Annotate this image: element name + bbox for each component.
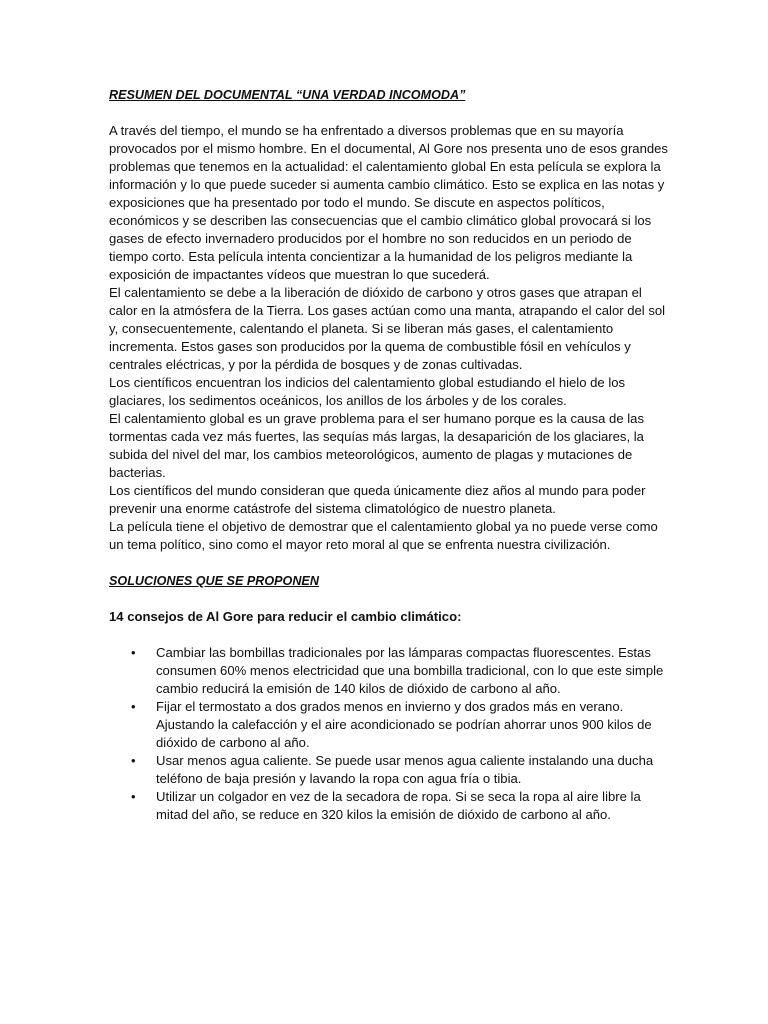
tip-text: Fijar el termostato a dos grados menos en invierno y dos grados más en verano. Ajustando la calefacción y el aire acondicionado se podrían ahorrar unos 900 kilos de dióxido de carbono al año.: [156, 699, 652, 750]
tips-list: [109, 644, 668, 824]
tip-text: Utilizar un colgador en vez de la secadora de ropa. Si se seca la ropa al aire libre la mitad del año, se reduce en 320 kilos la emisión de dióxido de carbono al año.: [156, 789, 641, 822]
paragraph: El calentamiento se debe a la liberación de dióxido de carbono y otros gases que atrapan el calor en la atmósfera de la Tierra. Los gases actúan como una manta, atrapando el calor del sol y, consecuentemente, calentando el planeta. Si se liberan más gases, el calentamiento incrementa. Estos gases son producidos por la quema de combustible fósil en vehículos y centrales eléctricas, y por la pérdida de bosques y de zonas cultivadas.: [109, 285, 666, 372]
list-item: [109, 644, 668, 698]
paragraph: Los científicos encuentran los indicios del calentamiento global estudiando el hielo de los glaciares, los sedimentos oceánicos, los anillos de los árboles y de los corales.: [109, 375, 626, 408]
tips-heading: 14 consejos de Al Gore para reducir el cambio climático:: [109, 609, 462, 624]
bullet-icon: •: [131, 645, 136, 660]
spacer: [109, 104, 668, 122]
paragraph: El calentamiento global es un grave problema para el ser humano porque es la causa de las tormentas cada vez más fuertes, las sequías más largas, la desaparición de los glaciares, la subida del nivel del mar, los cambios meteorológicos, aumento de plagas y mutaciones de bacterias.: [109, 411, 644, 480]
spacer: [109, 626, 668, 644]
tip-text: Usar menos agua caliente. Se puede usar menos agua caliente instalando una ducha teléfono de baja presión y lavando la ropa con agua fría o tibia.: [156, 753, 654, 786]
bullet-icon: •: [131, 699, 136, 714]
list-item: [109, 752, 668, 788]
spacer: [109, 554, 668, 572]
tip-text: Cambiar las bombillas tradicionales por las lámparas compactas fluorescentes. Estas consumen 60% menos electricidad que una bombilla tradicional, con lo que este simple cambio reducirá la emisión de 140 kilos de dióxido de carbono al año.: [156, 645, 664, 696]
document-title: RESUMEN DEL DOCUMENTAL “UNA VERDAD INCOMODA”: [109, 88, 466, 102]
bullet-icon: •: [131, 789, 136, 804]
paragraph: La película tiene el objetivo de demostrar que el calentamiento global ya no puede verse como un tema político, sino como el mayor reto moral al que se enfrenta nuestra civilización.: [109, 519, 658, 552]
list-item: [109, 698, 668, 752]
solutions-heading: SOLUCIONES QUE SE PROPONEN: [109, 574, 319, 588]
bullet-icon: •: [131, 753, 136, 768]
spacer: [109, 590, 668, 608]
list-item: [109, 788, 668, 824]
paragraph: Los científicos del mundo consideran que queda únicamente diez años al mundo para poder prevenir una enorme catástrofe del sistema climatológico de nuestro planeta.: [109, 483, 646, 516]
paragraph: A través del tiempo, el mundo se ha enfrentado a diversos problemas que en su mayoría provocados por el mismo hombre. En el documental, Al Gore nos presenta uno de esos grandes problemas que tenemos en la actualidad: el calentamiento global En esta película se explora la información y lo que puede suceder si aumenta cambio climático. Esto se explica en las notas y exposiciones que ha presentado por todo el mundo. Se discute en aspectos políticos, económicos y se describen las consecuencias que el cambio climático global provocará si los gases de efecto invernadero producidos por el hombre no son reducidos en un periodo de tiempo corto. Esta película intenta concientizar a la humanidad de los peligros mediante la exposición de impactantes vídeos que muestran lo que sucederá.: [109, 123, 668, 282]
